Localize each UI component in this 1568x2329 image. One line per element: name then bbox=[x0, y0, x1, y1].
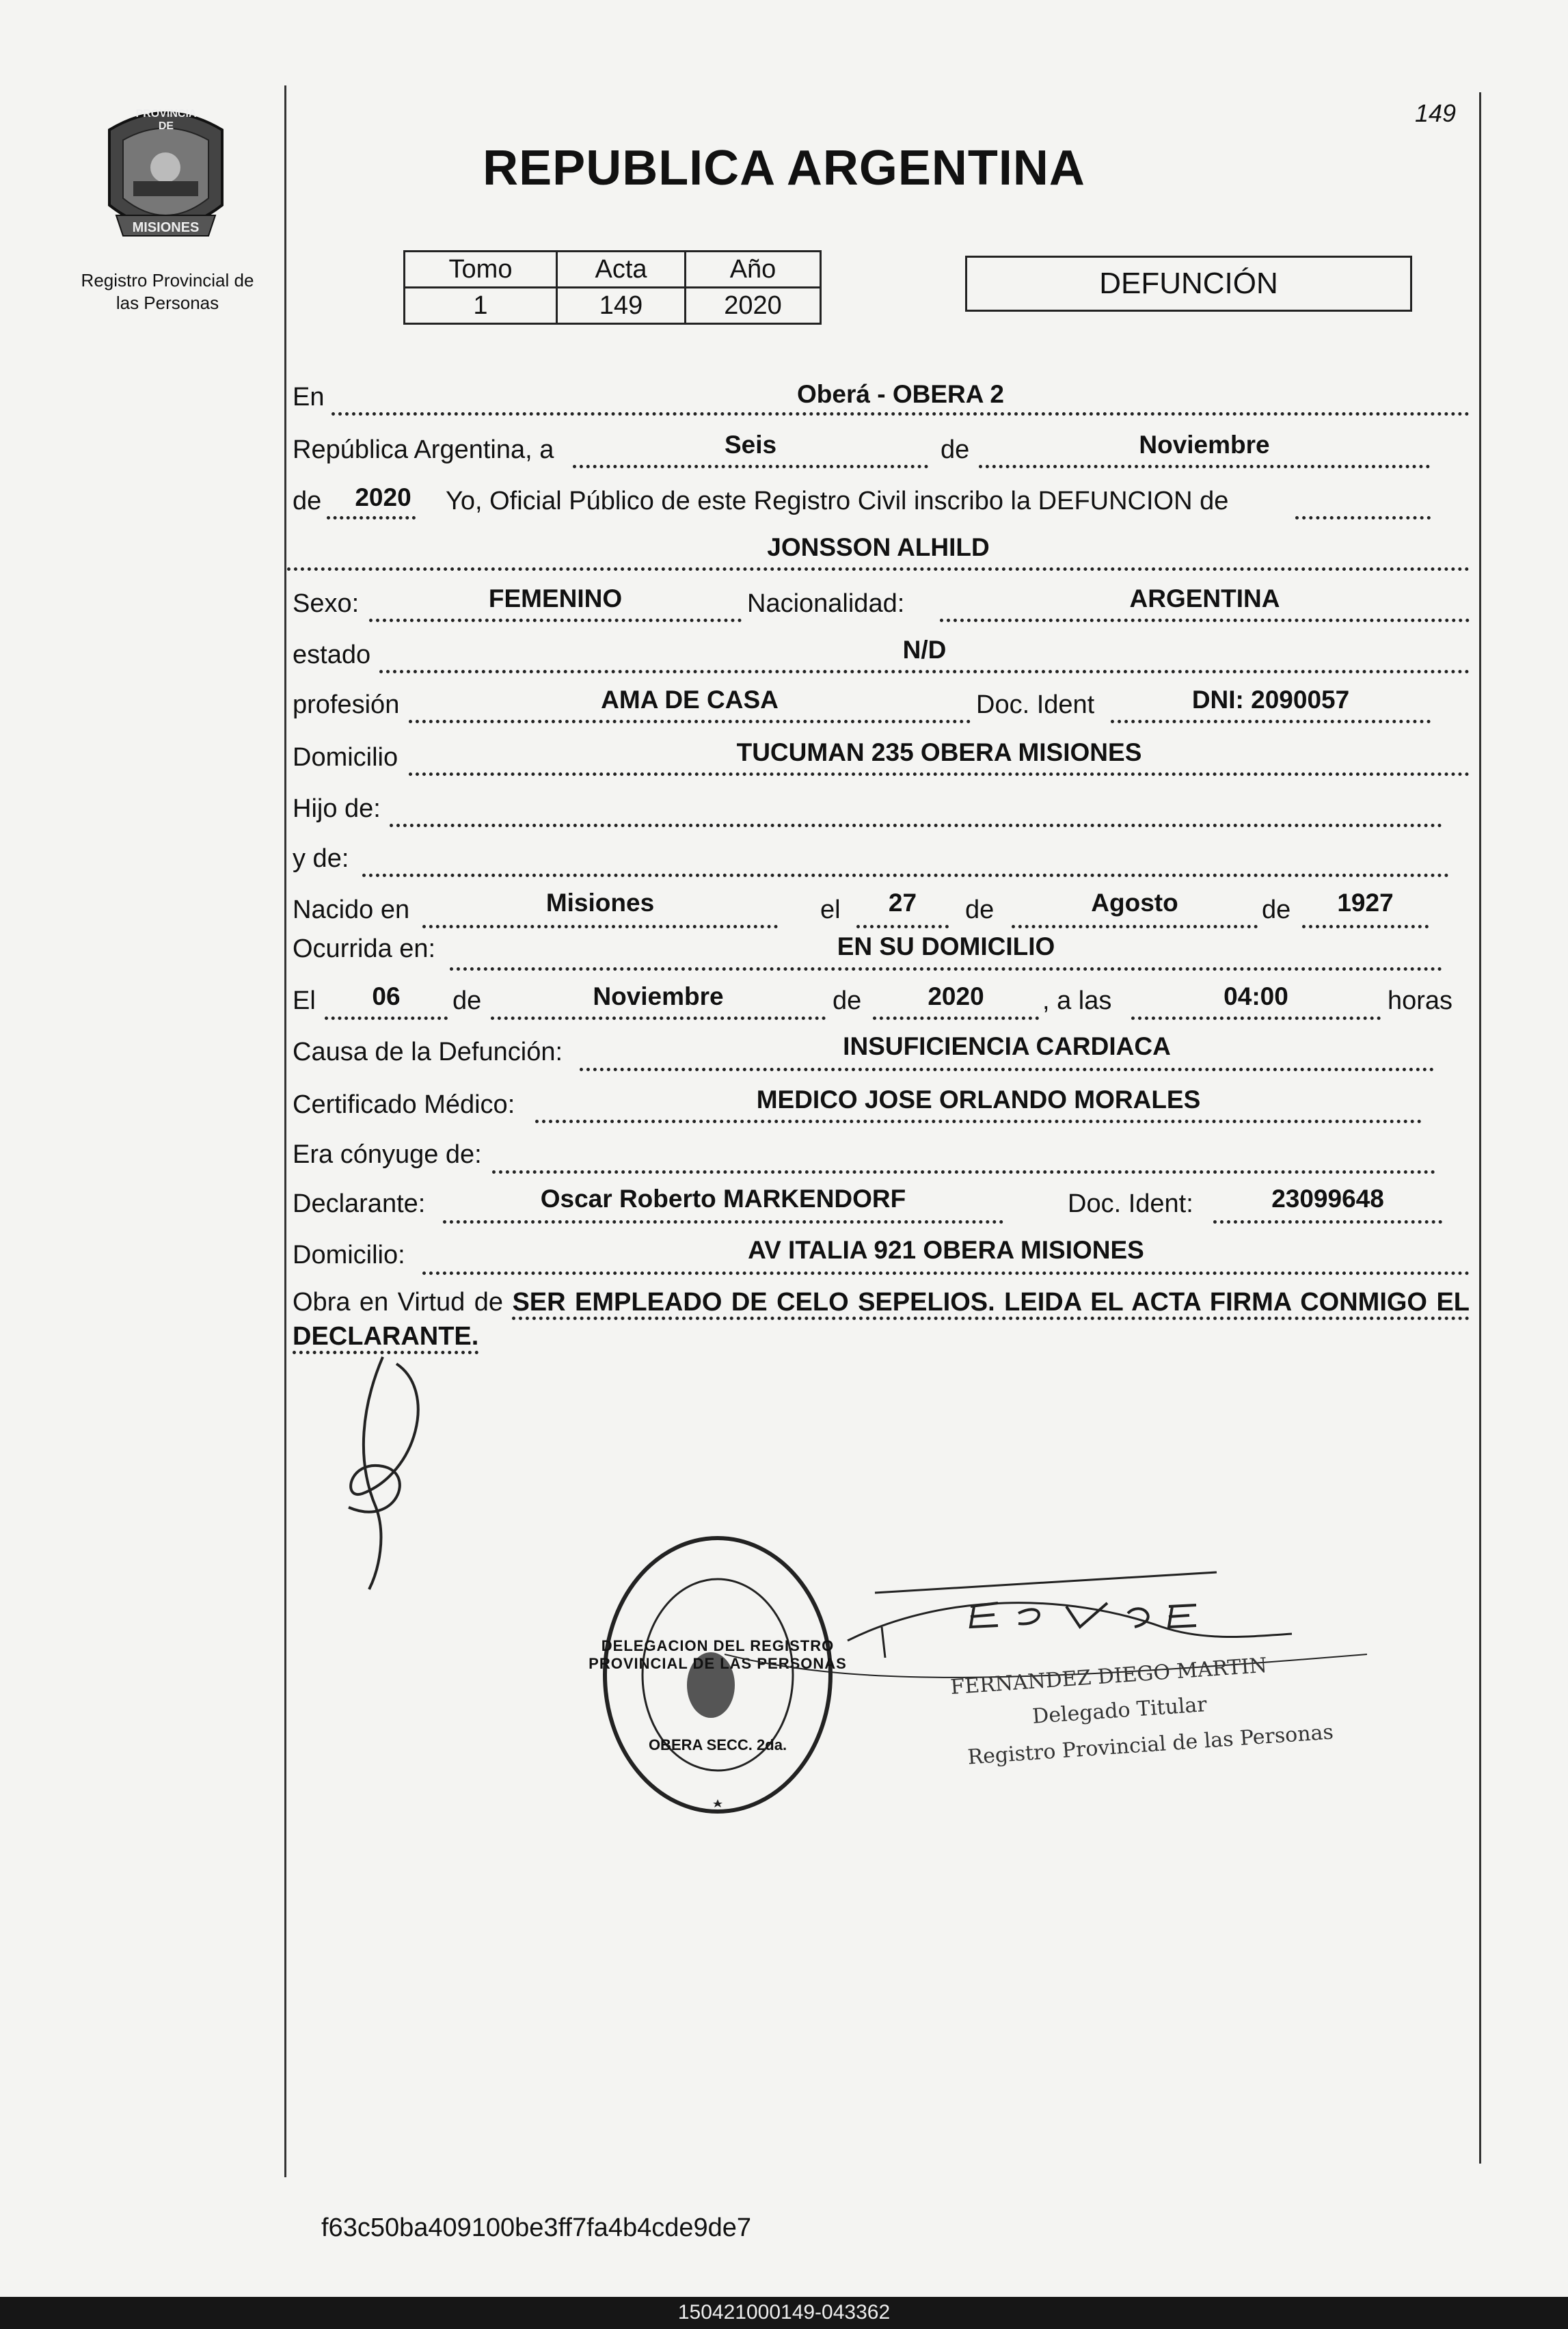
declarante-value: Oscar Roberto MARKENDORF bbox=[540, 1185, 906, 1213]
month-word: Noviembre bbox=[1139, 431, 1270, 459]
official-org: Registro Provincial de las Personas bbox=[967, 1720, 1334, 1770]
en-label: En bbox=[293, 383, 325, 412]
year-dots bbox=[327, 516, 416, 520]
declarant-signature bbox=[335, 1350, 458, 1596]
profesion-dots bbox=[409, 720, 971, 723]
official-name: FERNANDEZ DIEGO MARTIN bbox=[949, 1653, 1268, 1700]
hijo-dots bbox=[390, 824, 1442, 827]
en-dots bbox=[332, 412, 1470, 416]
birth-year: 1927 bbox=[1337, 889, 1394, 917]
declarante-label: Declarante: bbox=[293, 1189, 426, 1218]
name-dots bbox=[287, 567, 1470, 571]
acta-value: 149 bbox=[557, 288, 686, 324]
nacido-value: Misiones bbox=[545, 889, 655, 917]
conyuge-label: Era cónyuge de: bbox=[293, 1140, 482, 1169]
yde-dots bbox=[362, 874, 1449, 877]
causa-dots bbox=[580, 1068, 1434, 1071]
year-value: 2020 bbox=[355, 483, 411, 511]
obra-value: SER EMPLEADO DE CELO SEPELIOS. LEIDA EL ACTA FIRMA CONMIGO EL DECLARANTE. bbox=[293, 1288, 1470, 1354]
yo-trailing-dots bbox=[1295, 516, 1431, 520]
death-day-dots bbox=[325, 1017, 448, 1020]
domicilio2-label: Domicilio: bbox=[293, 1241, 405, 1269]
declarante-dots bbox=[443, 1220, 1003, 1224]
registry-name-line2: las Personas bbox=[116, 293, 219, 313]
de-death-label-2: de bbox=[833, 986, 862, 1015]
anio-value: 2020 bbox=[686, 288, 821, 324]
certificado-label: Certificado Médico: bbox=[293, 1090, 515, 1119]
death-day: 06 bbox=[372, 982, 401, 1010]
horas-label: horas bbox=[1388, 986, 1453, 1015]
ocurrida-value: EN SU DOMICILIO bbox=[837, 932, 1055, 960]
de-birth-label-2: de bbox=[1262, 896, 1291, 924]
domicilio-value: TUCUMAN 235 OBERA MISIONES bbox=[736, 738, 1142, 766]
republica-label: República Argentina, a bbox=[293, 435, 554, 464]
stamp-inner-text: OBERA SECC. 2da. bbox=[648, 1736, 787, 1753]
nacionalidad-label: Nacionalidad: bbox=[747, 589, 905, 618]
el-label: el bbox=[820, 896, 841, 924]
record-reference-table bbox=[403, 250, 822, 325]
hijo-label: Hijo de: bbox=[293, 794, 381, 823]
estado-label: estado bbox=[293, 641, 371, 669]
yo-text: Yo, Oficial Público de este Registro Civil inscribo la DEFUNCION de bbox=[446, 487, 1229, 515]
record-id: 150421000149-043362 bbox=[677, 2301, 891, 2324]
doc-dots bbox=[1111, 720, 1431, 723]
nacido-label: Nacido en bbox=[293, 896, 410, 924]
left-margin-line bbox=[284, 85, 286, 2177]
en-value: Oberá - OBERA 2 bbox=[797, 380, 1004, 408]
nacido-dots bbox=[422, 925, 778, 928]
domicilio-dots bbox=[409, 772, 1470, 776]
domicilio-label: Domicilio bbox=[293, 743, 398, 772]
estado-value: N/D bbox=[902, 636, 947, 664]
tomo-header: Tomo bbox=[405, 252, 557, 288]
death-time-dots bbox=[1131, 1017, 1381, 1020]
de-birth-label-1: de bbox=[965, 896, 995, 924]
profesion-value: AMA DE CASA bbox=[601, 686, 779, 714]
page-number: 149 bbox=[1415, 99, 1457, 127]
page-title: REPUBLICA ARGENTINA bbox=[483, 141, 1085, 196]
profesion-label: profesión bbox=[293, 690, 400, 719]
death-time: 04:00 bbox=[1224, 982, 1288, 1010]
ocurrida-label: Ocurrida en: bbox=[293, 934, 436, 963]
anio-header: Año bbox=[686, 252, 821, 288]
acta-header: Acta bbox=[557, 252, 686, 288]
causa-label: Causa de la Defunción: bbox=[293, 1038, 563, 1066]
domicilio2-dots bbox=[422, 1271, 1470, 1275]
right-margin-line bbox=[1479, 92, 1481, 2164]
birth-month-dots bbox=[1012, 925, 1258, 928]
seal-top-text: PROVINCIA DE bbox=[135, 108, 197, 132]
day-dots bbox=[573, 465, 928, 468]
de-label-2: de bbox=[293, 487, 322, 515]
birth-day: 27 bbox=[888, 889, 917, 917]
birth-day-dots bbox=[856, 925, 949, 928]
nacionalidad-value: ARGENTINA bbox=[1129, 584, 1280, 612]
certificado-value: MEDICO JOSE ORLANDO MORALES bbox=[756, 1086, 1201, 1114]
death-month: Noviembre bbox=[593, 982, 724, 1010]
causa-value: INSUFICIENCIA CARDIACA bbox=[843, 1032, 1171, 1060]
doc-value: DNI: 2090057 bbox=[1191, 686, 1350, 714]
death-year-dots bbox=[873, 1017, 1039, 1020]
estado-dots bbox=[379, 670, 1470, 673]
de-death-label-1: de bbox=[452, 986, 482, 1015]
registry-name-line1: Registro Provincial de bbox=[81, 270, 254, 291]
death-year: 2020 bbox=[928, 982, 984, 1010]
doc2-value: 23099648 bbox=[1271, 1185, 1384, 1213]
obra-label: Obra en Virtud de bbox=[293, 1288, 503, 1317]
doc-label: Doc. Ident bbox=[976, 690, 1095, 719]
sexo-dots bbox=[369, 619, 742, 622]
yde-label: y de: bbox=[293, 844, 349, 873]
official-role: Delegado Titular bbox=[1031, 1693, 1208, 1729]
death-month-dots bbox=[491, 1017, 826, 1020]
certificado-dots bbox=[535, 1120, 1422, 1123]
domicilio2-value: AV ITALIA 921 OBERA MISIONES bbox=[748, 1236, 1144, 1264]
sexo-value: FEMENINO bbox=[488, 584, 623, 612]
sexo-label: Sexo: bbox=[293, 589, 360, 618]
tomo-value: 1 bbox=[405, 288, 557, 324]
document-hash: f63c50ba409100be3ff7fa4b4cde9de7 bbox=[321, 2213, 752, 2242]
nacionalidad-dots bbox=[940, 619, 1470, 622]
a-las-label: , a las bbox=[1042, 986, 1112, 1015]
doc2-dots bbox=[1213, 1220, 1442, 1224]
obra-paragraph bbox=[293, 1285, 1470, 1354]
el2-label: El bbox=[293, 986, 316, 1015]
seal-bottom-text: MISIONES bbox=[132, 220, 200, 235]
de-label-1: de bbox=[941, 435, 970, 464]
conyuge-dots bbox=[492, 1170, 1435, 1174]
ocurrida-dots bbox=[450, 967, 1442, 971]
birth-year-dots bbox=[1302, 925, 1429, 928]
birth-month: Agosto bbox=[1091, 889, 1178, 917]
deceased-name: JONSSON ALHILD bbox=[767, 533, 990, 561]
stamp-ring-text: DELEGACION DEL REGISTRO PROVINCIAL DE LAS PERSONAS bbox=[589, 1637, 847, 1672]
month-dots bbox=[979, 465, 1430, 468]
day-word: Seis bbox=[724, 431, 777, 459]
document-type-box: DEFUNCIÓN bbox=[965, 256, 1412, 312]
doc2-label: Doc. Ident: bbox=[1068, 1189, 1193, 1218]
